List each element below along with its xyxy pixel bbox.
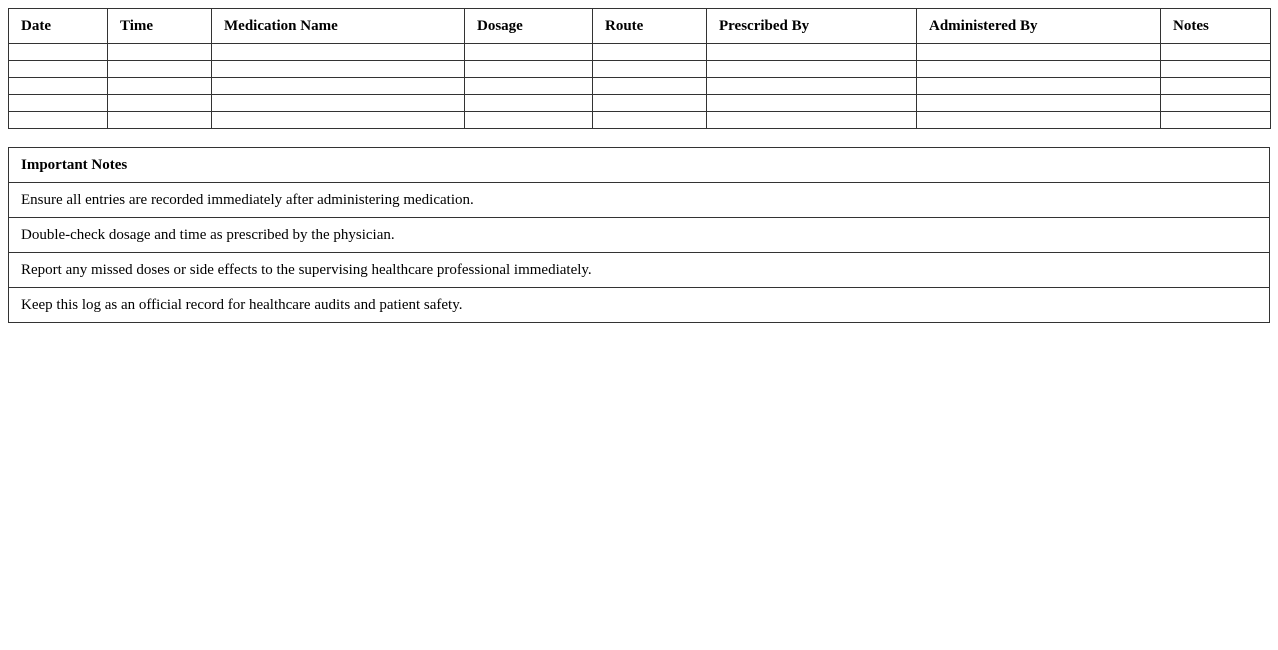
column-header-time: Time — [108, 9, 212, 44]
cell-notes — [1161, 61, 1271, 78]
column-header-prescribed-by: Prescribed By — [707, 9, 917, 44]
cell-administered-by — [917, 95, 1161, 112]
cell-prescribed-by — [707, 78, 917, 95]
table-row — [9, 112, 1271, 129]
cell-route — [593, 112, 707, 129]
cell-medication-name — [212, 112, 465, 129]
cell-notes — [1161, 44, 1271, 61]
cell-route — [593, 95, 707, 112]
column-header-route: Route — [593, 9, 707, 44]
table-row — [9, 44, 1271, 61]
list-item — [9, 183, 1270, 218]
cell-notes — [1161, 112, 1271, 129]
column-header-notes: Notes — [1161, 9, 1271, 44]
cell-route — [593, 61, 707, 78]
cell-administered-by — [917, 112, 1161, 129]
cell-date — [9, 44, 108, 61]
cell-notes — [1161, 78, 1271, 95]
column-header-dosage: Dosage — [465, 9, 593, 44]
note-text: Keep this log as an official record for healthcare audits and patient safety. — [9, 288, 1270, 323]
column-header-medication-name: Medication Name — [212, 9, 465, 44]
cell-notes — [1161, 95, 1271, 112]
column-header-date: Date — [9, 9, 108, 44]
note-text: Report any missed doses or side effects to the supervising healthcare professional immediately. — [9, 253, 1270, 288]
table-row — [9, 78, 1271, 95]
cell-prescribed-by — [707, 95, 917, 112]
cell-route — [593, 44, 707, 61]
list-item — [9, 288, 1270, 323]
cell-prescribed-by — [707, 112, 917, 129]
cell-time — [108, 44, 212, 61]
cell-date — [9, 95, 108, 112]
medication-log-table — [8, 8, 1271, 129]
list-item — [9, 253, 1270, 288]
table-header-row — [9, 9, 1271, 44]
table-row — [9, 61, 1271, 78]
cell-dosage — [465, 78, 593, 95]
note-text: Ensure all entries are recorded immediately after administering medication. — [9, 183, 1270, 218]
table-row — [9, 95, 1271, 112]
cell-administered-by — [917, 78, 1161, 95]
cell-date — [9, 61, 108, 78]
cell-prescribed-by — [707, 61, 917, 78]
cell-prescribed-by — [707, 44, 917, 61]
notes-header-row — [9, 148, 1270, 183]
cell-dosage — [465, 112, 593, 129]
notes-heading: Important Notes — [9, 148, 1270, 183]
column-header-administered-by: Administered By — [917, 9, 1161, 44]
cell-medication-name — [212, 44, 465, 61]
cell-time — [108, 78, 212, 95]
important-notes-table — [8, 147, 1270, 323]
cell-medication-name — [212, 61, 465, 78]
cell-medication-name — [212, 78, 465, 95]
cell-administered-by — [917, 61, 1161, 78]
cell-time — [108, 61, 212, 78]
cell-time — [108, 112, 212, 129]
cell-dosage — [465, 44, 593, 61]
cell-dosage — [465, 95, 593, 112]
cell-medication-name — [212, 95, 465, 112]
cell-administered-by — [917, 44, 1161, 61]
list-item — [9, 218, 1270, 253]
note-text: Double-check dosage and time as prescribed by the physician. — [9, 218, 1270, 253]
cell-time — [108, 95, 212, 112]
cell-dosage — [465, 61, 593, 78]
cell-date — [9, 112, 108, 129]
cell-route — [593, 78, 707, 95]
cell-date — [9, 78, 108, 95]
